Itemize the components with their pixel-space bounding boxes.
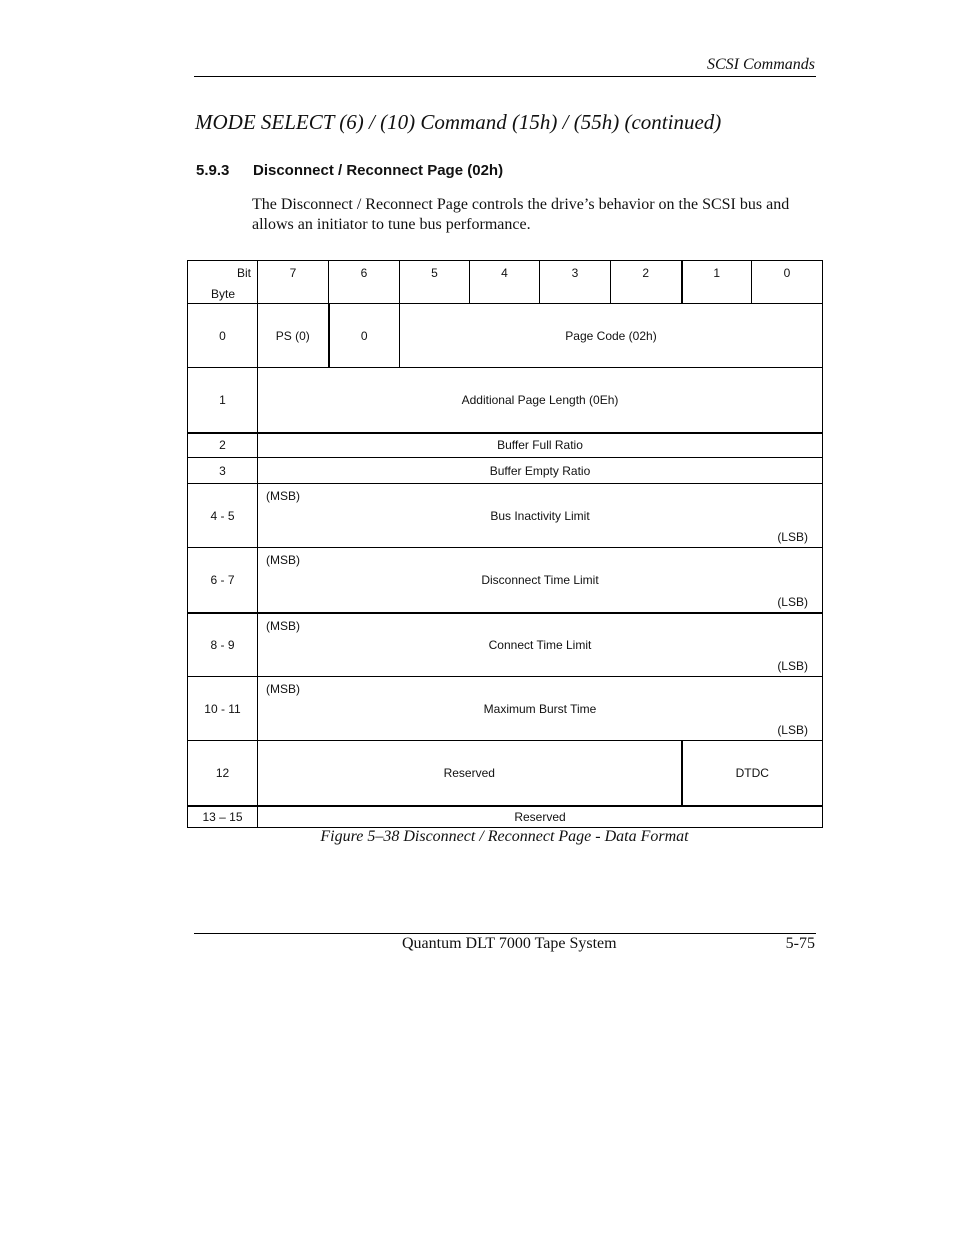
- bit-2-header: 2: [611, 261, 682, 304]
- figure-caption: Figure 5–38 Disconnect / Reconnect Page - Data Format: [320, 828, 689, 845]
- section-title: MODE SELECT (6) / (10) Command (15h) / (55h) (continued): [195, 110, 722, 134]
- bit-label: Bit: [236, 266, 251, 280]
- msb-label: (MSB): [266, 553, 300, 567]
- msb-label: (MSB): [266, 618, 300, 633]
- table-row-byte-10-11: [188, 677, 823, 741]
- table-row-byte-8-9: [188, 613, 823, 677]
- byte-13-15-cell: 13 – 15: [188, 806, 258, 828]
- byte-12-cell: 12: [188, 741, 258, 806]
- data-format-table: [187, 260, 823, 828]
- footer-title: Quantum DLT 7000 Tape System: [402, 935, 617, 952]
- bit-0-header: 0: [752, 261, 823, 304]
- field-label: Connect Time Limit: [488, 637, 592, 652]
- byte-label: Byte: [211, 287, 236, 301]
- table-row-byte-2: [188, 433, 823, 458]
- table-row-byte-12: [188, 741, 823, 806]
- reserved-cell: Reserved: [258, 806, 823, 828]
- byte-0-cell: 0: [188, 304, 258, 368]
- bit6-field-cell: 0: [329, 304, 400, 368]
- byte-3-cell: 3: [188, 458, 258, 484]
- lsb-label: (LSB): [777, 659, 808, 673]
- table-row-byte-6-7: [188, 548, 823, 613]
- maximum-burst-time-cell: [258, 677, 823, 741]
- disconnect-time-limit-cell: [258, 548, 823, 613]
- byte-4-5-cell: 4 - 5: [188, 484, 258, 548]
- header-rule: [194, 76, 816, 77]
- page-code-cell: Page Code (02h): [400, 304, 823, 368]
- byte-8-9-cell: 8 - 9: [188, 613, 258, 677]
- bit-1-header: 1: [682, 261, 752, 304]
- table-header-row: [188, 261, 823, 304]
- subsection-heading: [196, 162, 503, 179]
- msb-label: (MSB): [266, 489, 300, 503]
- table-row-byte-3: [188, 458, 823, 484]
- body-paragraph: The Disconnect / Reconnect Page controls the drive’s behavior on the SCSI bus and allows an initiator to tune bus performance.: [252, 196, 790, 233]
- connect-time-limit-cell: [258, 613, 823, 677]
- reserved-cell: Reserved: [258, 741, 682, 806]
- msb-label: (MSB): [266, 682, 300, 696]
- bit-byte-header-cell: [188, 261, 258, 304]
- lsb-label: (LSB): [777, 530, 808, 544]
- running-head: SCSI Commands: [706, 56, 815, 73]
- field-label: Bus Inactivity Limit: [490, 508, 590, 523]
- subsection-title: Disconnect / Reconnect Page (02h): [253, 162, 504, 179]
- bus-inactivity-limit-cell: [258, 484, 823, 548]
- dtdc-cell: DTDC: [682, 741, 823, 806]
- subsection-number: 5.9.3: [196, 162, 230, 179]
- bit-4-header: 4: [470, 261, 540, 304]
- byte-10-11-cell: 10 - 11: [188, 677, 258, 741]
- buffer-full-ratio-cell: Buffer Full Ratio: [258, 433, 823, 458]
- byte-2-cell: 2: [188, 433, 258, 458]
- page-number: 5-75: [785, 935, 815, 952]
- footer-rule: [194, 933, 816, 934]
- bit-5-header: 5: [400, 261, 470, 304]
- table-row-byte-1: [188, 368, 823, 433]
- bit-6-header: 6: [329, 261, 400, 304]
- ps-field-cell: PS (0): [258, 304, 329, 368]
- field-label: Maximum Burst Time: [483, 701, 597, 716]
- byte-6-7-cell: 6 - 7: [188, 548, 258, 613]
- lsb-label: (LSB): [777, 594, 808, 609]
- field-label: Disconnect Time Limit: [481, 572, 599, 587]
- additional-page-length-cell: Additional Page Length (0Eh): [258, 368, 823, 433]
- buffer-empty-ratio-cell: Buffer Empty Ratio: [258, 458, 823, 484]
- table-row-byte-0: [188, 304, 823, 368]
- table-row-byte-13-15: [188, 806, 823, 828]
- byte-1-cell: 1: [188, 368, 258, 433]
- lsb-label: (LSB): [777, 723, 808, 737]
- bit-7-header: 7: [258, 261, 329, 304]
- table-row-byte-4-5: [188, 484, 823, 548]
- bit-3-header: 3: [540, 261, 611, 304]
